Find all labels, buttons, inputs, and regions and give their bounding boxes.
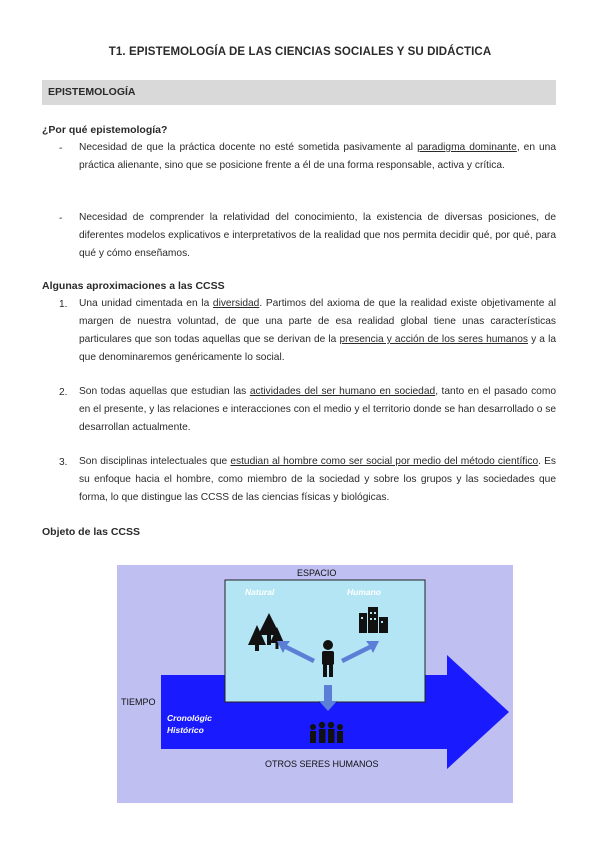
underlined-term: presencia y acción de los seres humanos bbox=[339, 334, 528, 345]
why-item-1: Necesidad de que la práctica docente no esté sometida pasivamente al paradigma dominante, en una práctica alienante, sino que se posicione frente a él de una forma responsable, activa y crítica. bbox=[79, 142, 556, 171]
heading-object: Objeto de las CCSS bbox=[42, 526, 141, 538]
underlined-term: actividades del ser humano en sociedad bbox=[249, 386, 436, 397]
approach-item-3: Son disciplinas intelectuales que estudian al hombre como ser social por medio del método científico. Es su enfoque hacia el hombre, como miembro de la sociedad y sobre los grupos y las sociedades que forma, lo que distingue las CCSS de las ciencias físicas y biológicas. bbox=[79, 456, 557, 503]
section-title: EPISTEMOLOGÍA bbox=[48, 86, 136, 98]
label-cronologico: Cronológic bbox=[167, 713, 212, 723]
underlined-term: estudian al hombre como ser social por medio del método científico bbox=[230, 456, 539, 467]
label-historico: Histórico bbox=[167, 725, 204, 735]
bullet-marker: - bbox=[59, 213, 63, 224]
label-otros-seres-humanos: OTROS SERES HUMANOS bbox=[265, 759, 379, 769]
bullet-marker: - bbox=[59, 143, 63, 154]
label-espacio: ESPACIO bbox=[297, 568, 337, 578]
list-number: 1. bbox=[59, 299, 68, 310]
underlined-term: paradigma dominante bbox=[417, 142, 517, 153]
approach-item-2: Son todas aquellas que estudian las actividades del ser humano en sociedad, tanto en el pasado como en el presente, y las relaciones e interacciones con el medio y el territorio donde se han desarrollado o se desarrollan actualmente. bbox=[79, 386, 556, 433]
why-item-2: Necesidad de comprender la relatividad del conocimiento, la existencia de diversas posiciones, de diferentes modelos explicativos e interpretativos de la realidad que nos permita decidir qué, por qué, para qué y cómo enseñamos. bbox=[79, 212, 556, 259]
label-natural: Natural bbox=[245, 587, 275, 597]
page-title: T1. EPISTEMOLOGÍA DE LAS CIENCIAS SOCIALES Y SU DIDÁCTICA bbox=[108, 46, 492, 58]
label-tiempo: TIEMPO bbox=[121, 697, 156, 707]
label-humano: Humano bbox=[347, 587, 381, 597]
underlined-term: diversidad bbox=[212, 298, 260, 309]
list-number: 3. bbox=[59, 457, 68, 468]
section-header bbox=[42, 80, 556, 105]
heading-why-epistemology: ¿Por qué epistemología? bbox=[42, 124, 168, 136]
ccss-diagram bbox=[117, 565, 513, 803]
list-number: 2. bbox=[59, 387, 68, 398]
approach-item-1: Una unidad cimentada en la diversidad. Partimos del axioma de que la realidad existe objetivamente al margen de nuestra voluntad, de que una parte de esa realidad global tiene unas características particulares que son todas aquellas que se derivan de la presencia y acción de los seres humanos y a la que denominaremos genéricamente lo social. bbox=[79, 298, 556, 363]
heading-approaches: Algunas aproximaciones a las CCSS bbox=[42, 280, 225, 292]
